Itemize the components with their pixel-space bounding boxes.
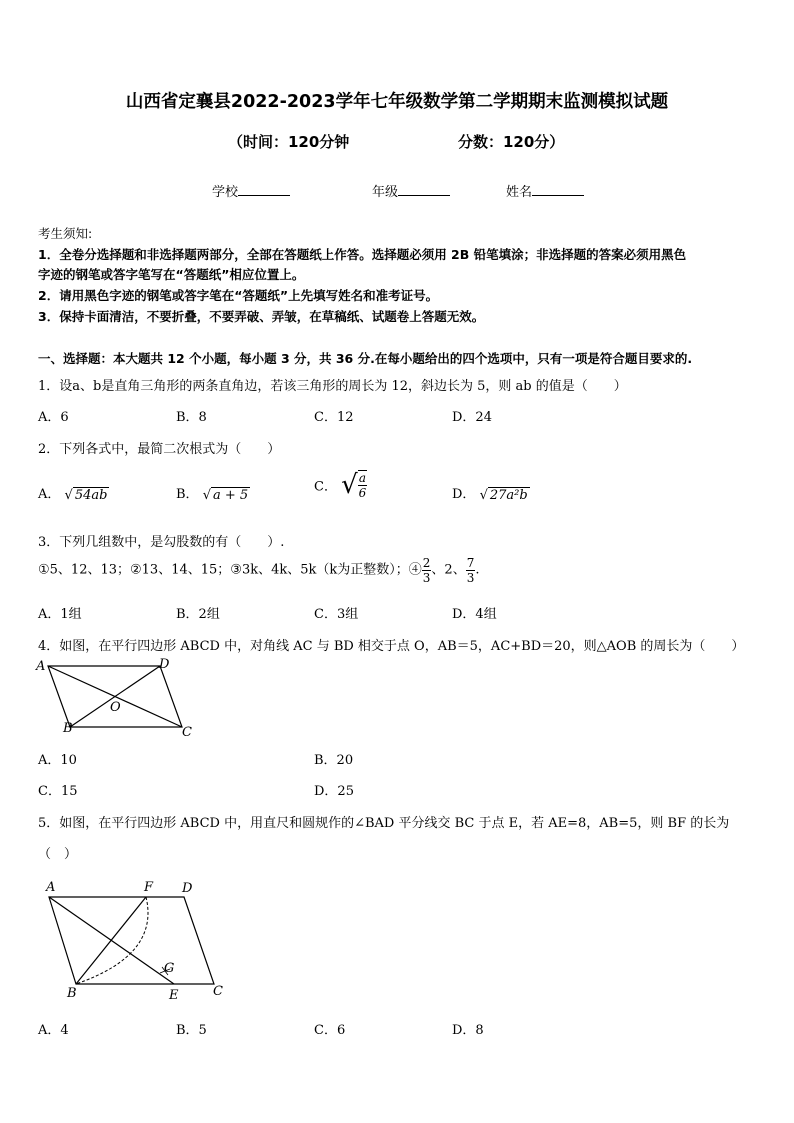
q3-fraction-1 — [422, 556, 432, 585]
grade-field — [372, 181, 450, 200]
q3-fraction-2-den: 3 — [466, 571, 475, 585]
q5-label-b: B — [67, 986, 77, 1001]
school-field — [212, 181, 290, 200]
q2-option-a-radicand: 54ab — [74, 487, 108, 503]
grade-blank — [398, 183, 450, 196]
q1-option-a: A．6 — [38, 410, 69, 425]
q5-option-a: A．4 — [38, 1023, 69, 1038]
question-3-numbers — [38, 556, 479, 585]
q3-option-d: D．4组 — [452, 607, 497, 622]
q2-option-b-letter: B． — [176, 487, 199, 502]
question-5-stem-paren: （ ） — [38, 847, 78, 862]
q2-option-d — [452, 483, 530, 503]
q4-option-d: D．25 — [314, 784, 354, 799]
q5-label-d: D — [182, 881, 193, 896]
school-label: 学校 — [212, 185, 239, 200]
notice-heading: 考生须知: — [38, 226, 93, 241]
q3-separator: 、2、 — [431, 562, 466, 578]
q2-option-b-radicand: a + 5 — [213, 487, 249, 503]
school-blank — [238, 183, 290, 196]
q5-label-e: E — [169, 988, 179, 1003]
notice-item: 2．请用黑色字迹的钢笔或答字笔在“答题纸”上先填写姓名和准考证号。 — [38, 288, 439, 303]
q2-option-c-den: 6 — [358, 486, 367, 500]
notice-item: 字迹的钢笔或答字笔写在“答题纸”相应位置上。 — [38, 267, 305, 282]
q5-label-a: A — [46, 880, 56, 895]
question-1-stem: 1．设a、b是直角三角形的两条直角边，若该三角形的周长为 12，斜边长为 5，则 ab 的值是（ ） — [38, 379, 627, 394]
q3-option-c: C．3组 — [314, 607, 359, 622]
question-5-stem: 5．如图，在平行四边形 ABCD 中，用直尺和圆规作的∠BAD 平分线交 BC 于点 E，若 AE=8，AB=5，则 BF 的长为 — [38, 816, 730, 831]
q3-fraction-1-num: 2 — [422, 556, 431, 570]
q4-label-o: O — [110, 700, 121, 715]
grade-label: 年级 — [372, 185, 399, 200]
q5-parallelogram — [49, 897, 214, 984]
q4-parallelogram-figure — [30, 655, 200, 743]
q1-option-c: C．12 — [314, 410, 354, 425]
q5-label-c: C — [213, 984, 223, 999]
q2-option-c-num: a — [358, 471, 367, 485]
q3-number-groups: ①5、12、13；②13、14、15；③3k、4k、5k（k为正整数）；④ — [38, 562, 422, 578]
name-label: 姓名 — [506, 185, 533, 200]
q2-option-c-letter: C． — [314, 479, 337, 495]
q3-end: . — [475, 562, 480, 578]
q3-fraction-1-den: 3 — [422, 571, 431, 585]
q2-option-a-sqrt: √ 54ab — [64, 487, 108, 503]
q4-option-b: B．20 — [314, 753, 354, 768]
q3-option-b: B．2组 — [176, 607, 220, 622]
q5-option-d: D．8 — [452, 1023, 484, 1038]
q2-option-c-fraction — [358, 470, 368, 500]
q2-option-a — [38, 483, 109, 503]
question-4-stem: 4．如图，在平行四边形 ABCD 中，对角线 AC 与 BD 相交于点 O，AB＝5，AC+BD＝20，则△AOB 的周长为（ ） — [38, 639, 745, 654]
q2-option-b — [176, 483, 250, 503]
notice-item: 1．全卷分选择题和非选择题两部分，全部在答题纸上作答。选择题必须用 2B 铅笔填涂；非选择题的答案必须用黑色 — [38, 247, 687, 262]
q1-option-d: D．24 — [452, 410, 492, 425]
q2-option-c-sqrt-sign: √ — [341, 470, 358, 500]
q2-option-d-radicand: 27a²b — [489, 487, 528, 503]
q2-option-d-sqrt: √ 27a²b — [479, 487, 528, 503]
q3-option-a: A．1组 — [38, 607, 82, 622]
q4-label-b: B — [63, 721, 73, 736]
q5-label-g: G — [164, 961, 175, 976]
q4-option-a: A．10 — [38, 753, 77, 768]
q2-option-d-letter: D． — [452, 487, 476, 502]
name-field — [506, 181, 584, 200]
q5-option-c: C．6 — [314, 1023, 346, 1038]
q4-option-c: C．15 — [38, 784, 78, 799]
q3-fraction-2 — [466, 556, 476, 585]
question-3-stem: 3．下列几组数中，是勾股数的有（ ）. — [38, 535, 285, 550]
q3-fraction-2-num: 7 — [466, 556, 475, 570]
q5-parallelogram-figure — [36, 875, 236, 1005]
q4-label-d: D — [159, 657, 170, 672]
section-heading: 一、选择题：本大题共 12 个小题，每小题 3 分，共 36 分.在每小题给出的四个选项中，只有一项是符合题目要求的. — [38, 351, 693, 366]
exam-time: （时间：120分钟 — [228, 133, 350, 151]
question-2-stem: 2．下列各式中，最简二次根式为（ ） — [38, 442, 281, 457]
exam-score: 分数：120分） — [458, 133, 565, 151]
q2-option-b-sqrt: √ a + 5 — [202, 487, 249, 503]
q5-label-f: F — [144, 880, 154, 895]
q2-option-c — [314, 470, 367, 500]
q5-option-b: B．5 — [176, 1023, 207, 1038]
q1-option-b: B．8 — [176, 410, 207, 425]
q5-line-bf — [76, 897, 146, 984]
q2-option-a-letter: A． — [38, 487, 61, 502]
q4-label-a: A — [36, 659, 46, 674]
notice-item: 3．保持卡面清洁，不要折叠，不要弄破、弄皱，在草稿纸、试题卷上答题无效。 — [38, 309, 485, 324]
name-blank — [532, 183, 584, 196]
q4-diagonal-bd — [70, 666, 160, 727]
page-title: 山西省定襄县2022-2023学年七年级数学第二学期期末监测模拟试题 — [125, 92, 669, 112]
q4-label-c: C — [182, 725, 192, 740]
